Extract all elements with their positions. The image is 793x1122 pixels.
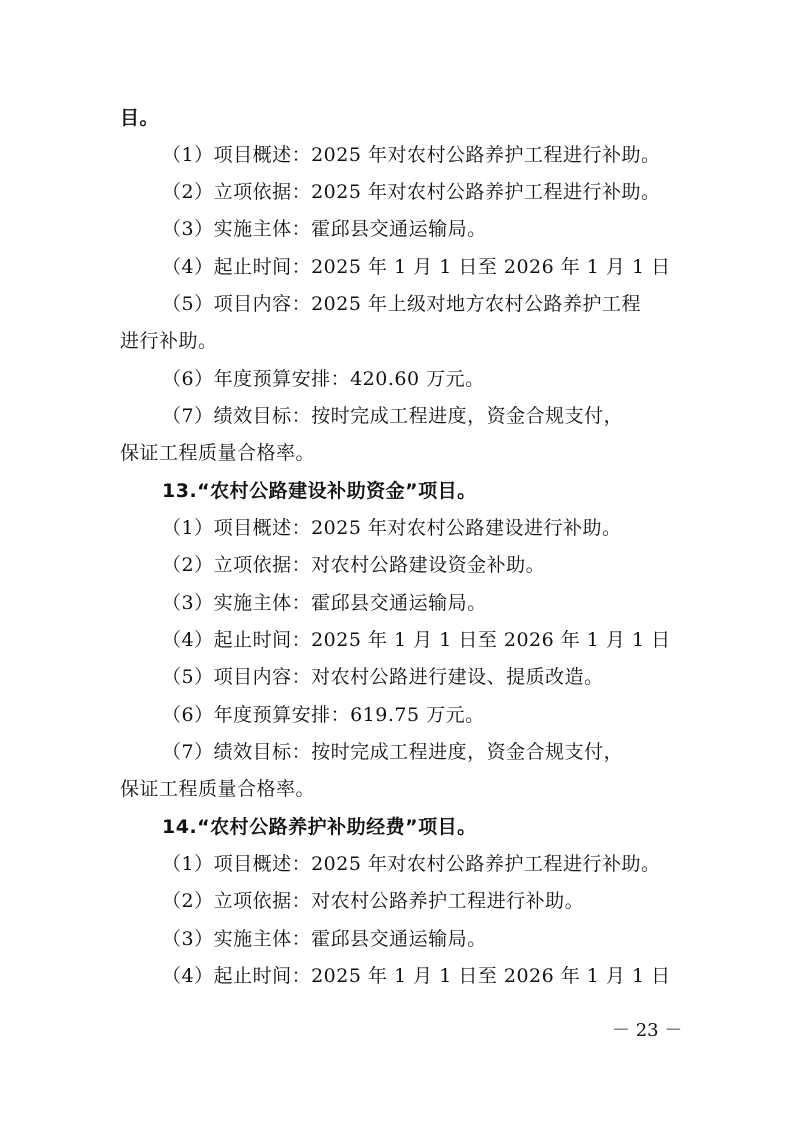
item-7-goal: （7）绩效目标：按时完成工程进度，资金合规支付， (162, 405, 624, 427)
item-3-entity: （3）实施主体：霍邱县交通运输局。 (162, 218, 487, 240)
s13-item-6-budget: （6）年度预算安排：619.75 万元。 (162, 704, 485, 726)
s13-item-7-goal-cont: 保证工程质量合格率。 (120, 778, 316, 800)
s14-item-3-entity: （3）实施主体：霍邱县交通运输局。 (162, 928, 487, 950)
page-number: － 23 － (612, 1020, 683, 1041)
item-4-period: （4）起止时间：2025 年 1 月 1 日至 2026 年 1 月 1 日 (162, 256, 671, 278)
s13-item-4-period: （4）起止时间：2025 年 1 月 1 日至 2026 年 1 月 1 日 (162, 629, 671, 651)
section-14-heading: 14.“农村公路养护补助经费”项目。 (162, 816, 477, 838)
s13-item-1-overview: （1）项目概述：2025 年对农村公路建设进行补助。 (162, 517, 622, 539)
s13-item-7-goal: （7）绩效目标：按时完成工程进度，资金合规支付， (162, 741, 624, 763)
item-5-content: （5）项目内容：2025 年上级对地方农村公路养护工程 (162, 293, 641, 315)
s14-item-4-period: （4）起止时间：2025 年 1 月 1 日至 2026 年 1 月 1 日 (162, 965, 671, 987)
s13-item-3-entity: （3）实施主体：霍邱县交通运输局。 (162, 592, 487, 614)
item-7-goal-cont: 保证工程质量合格率。 (120, 442, 316, 464)
section-13-heading: 13.“农村公路建设补助资金”项目。 (162, 480, 477, 502)
section-heading-continuation: 目。 (120, 107, 160, 129)
item-5-content-cont: 进行补助。 (120, 330, 218, 352)
s13-item-5-content: （5）项目内容：对农村公路进行建设、提质改造。 (162, 666, 604, 688)
s13-item-2-basis: （2）立项依据：对农村公路建设资金补助。 (162, 554, 546, 576)
item-1-overview: （1）项目概述：2025 年对农村公路养护工程进行补助。 (162, 144, 661, 166)
item-2-basis: （2）立项依据：2025 年对农村公路养护工程进行补助。 (162, 181, 661, 203)
item-6-budget: （6）年度预算安排：420.60 万元。 (162, 368, 485, 390)
s14-item-1-overview: （1）项目概述：2025 年对农村公路养护工程进行补助。 (162, 853, 661, 875)
s14-item-2-basis: （2）立项依据：对农村公路养护工程进行补助。 (162, 890, 585, 912)
